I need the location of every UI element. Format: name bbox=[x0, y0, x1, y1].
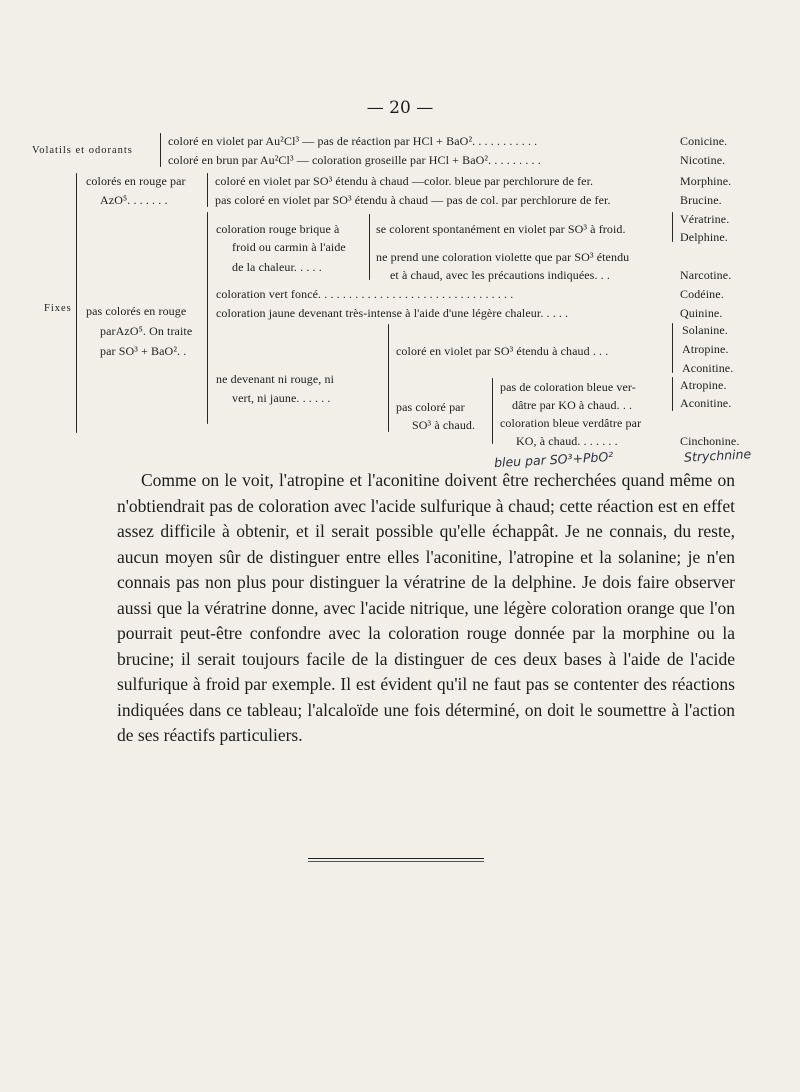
result-label: Delphine. bbox=[680, 230, 728, 244]
table-row: se colorent spontanément en violet par SO³ à froid. bbox=[376, 222, 626, 236]
result-label: Quinine. bbox=[680, 306, 723, 320]
group-label: SO³ à chaud. bbox=[412, 418, 476, 432]
volatils-label: Volatils et odorants bbox=[32, 145, 133, 156]
table-row: pas de coloration bleue ver- bbox=[500, 380, 636, 394]
result-label: Aconitine. bbox=[682, 361, 734, 375]
brace bbox=[207, 173, 208, 207]
brace bbox=[672, 377, 673, 411]
result-label: Codéine. bbox=[680, 287, 724, 301]
group-label: pas colorés en rouge bbox=[86, 304, 187, 318]
result-label: Atropine. bbox=[680, 378, 727, 392]
result-label: Brucine. bbox=[680, 193, 722, 207]
brace bbox=[672, 212, 673, 242]
result-label: Solanine. bbox=[682, 323, 728, 337]
table-row: KO, à chaud. . . . . . . bbox=[516, 434, 618, 448]
result-label: Nicotine. bbox=[680, 153, 726, 167]
table-row: dâtre par KO à chaud. . . bbox=[512, 398, 633, 412]
table-row: coloré en violet par SO³ étendu à chaud . . . bbox=[396, 344, 609, 358]
group-label: froid ou carmin à l'aide bbox=[232, 240, 346, 254]
result-label: Morphine. bbox=[680, 174, 732, 188]
section-divider bbox=[308, 858, 484, 862]
group-label: de la chaleur. . . . . bbox=[232, 260, 322, 274]
table-row: coloré en brun par Au²Cl³ — coloration groseille par HCl + BaO². . . . . . . . . bbox=[168, 153, 541, 167]
brace bbox=[388, 324, 389, 432]
brace bbox=[492, 378, 493, 444]
page-number: — 20 — bbox=[366, 98, 434, 118]
table-row: coloration bleue verdâtre par bbox=[500, 416, 642, 430]
group-label: colorés en rouge par bbox=[86, 174, 186, 188]
brace bbox=[369, 214, 370, 280]
result-label: Atropine. bbox=[682, 342, 729, 356]
result-label: Aconitine. bbox=[680, 396, 732, 410]
brace bbox=[160, 133, 161, 167]
table-row: pas coloré en violet par SO³ étendu à chaud — pas de col. par perchlorure de fer. bbox=[215, 193, 611, 207]
group-label: ne devenant ni rouge, ni bbox=[216, 372, 335, 386]
group-label: parAzO⁵. On traite bbox=[100, 324, 193, 338]
result-label: Narcotine. bbox=[680, 268, 732, 282]
fixes-label: Fixes bbox=[44, 303, 72, 314]
group-label: AzO⁵. . . . . . . bbox=[100, 193, 168, 207]
result-label: Conicine. bbox=[680, 134, 728, 148]
brace bbox=[207, 212, 208, 424]
result-label: Vératrine. bbox=[680, 212, 730, 226]
table-row: coloration vert foncé. . . . . . . . . . . . . . . . . . . . . . . . . . . . . . . . bbox=[216, 287, 514, 301]
table-row: ne prend une coloration violette que par SO³ étendu bbox=[376, 250, 630, 264]
handwritten-strychnine: Strychnine bbox=[683, 446, 752, 465]
table-row: coloration jaune devenant très-intense à l'aide d'une légère chaleur. . . . . bbox=[216, 306, 569, 320]
group-label: pas coloré par bbox=[396, 400, 465, 414]
group-label: coloration rouge brique à bbox=[216, 222, 340, 236]
table-row: coloré en violet par Au²Cl³ — pas de réaction par HCl + BaO². . . . . . . . . . . bbox=[168, 134, 538, 148]
fixes-brace bbox=[76, 173, 77, 433]
body-paragraph: Comme on le voit, l'atropine et l'aconitine doivent être recherchées quand même on n'obtiendrait pas de coloration avec l'acide sulfurique à chaud; cette réaction est en effet assez difficile à obtenir, et il serait possible qu'elle échappât. Je ne connais, du reste, aucun moyen sûr de distinguer entre elles l'aconitine, l'atropine et la solanine; je n'en connais pas non plus pour distinguer la vératrine de la delphine. Je dois faire observer aussi que la vératrine donne, avec l'acide nitrique, une légère coloration orange que l'on pourrait peut-être confondre avec la coloration rouge donnée par la morphine ou la brucine; il serait toujours facile de la distinguer de ces deux bases à l'aide de l'acide sulfurique à froid par exemple. Il est évident qu'il ne faut pas se contenter des réactions indiquées dans ce tableau; l'alcaloïde une fois déterminé, on doit le soumettre à l'action de ses réactifs particuliers. bbox=[117, 470, 735, 745]
result-label: Cinchonine. bbox=[680, 434, 740, 448]
table-row: et à chaud, avec les précautions indiquées. . . bbox=[390, 268, 610, 282]
handwritten-note: bleu par SO³+PbO² bbox=[493, 448, 614, 471]
group-label: vert, ni jaune. . . . . . bbox=[232, 391, 331, 405]
table-row: coloré en violet par SO³ étendu à chaud —color. bleue par perchlorure de fer. bbox=[215, 174, 594, 188]
brace bbox=[672, 323, 673, 373]
group-label: par SO³ + BaO². . bbox=[100, 344, 187, 358]
